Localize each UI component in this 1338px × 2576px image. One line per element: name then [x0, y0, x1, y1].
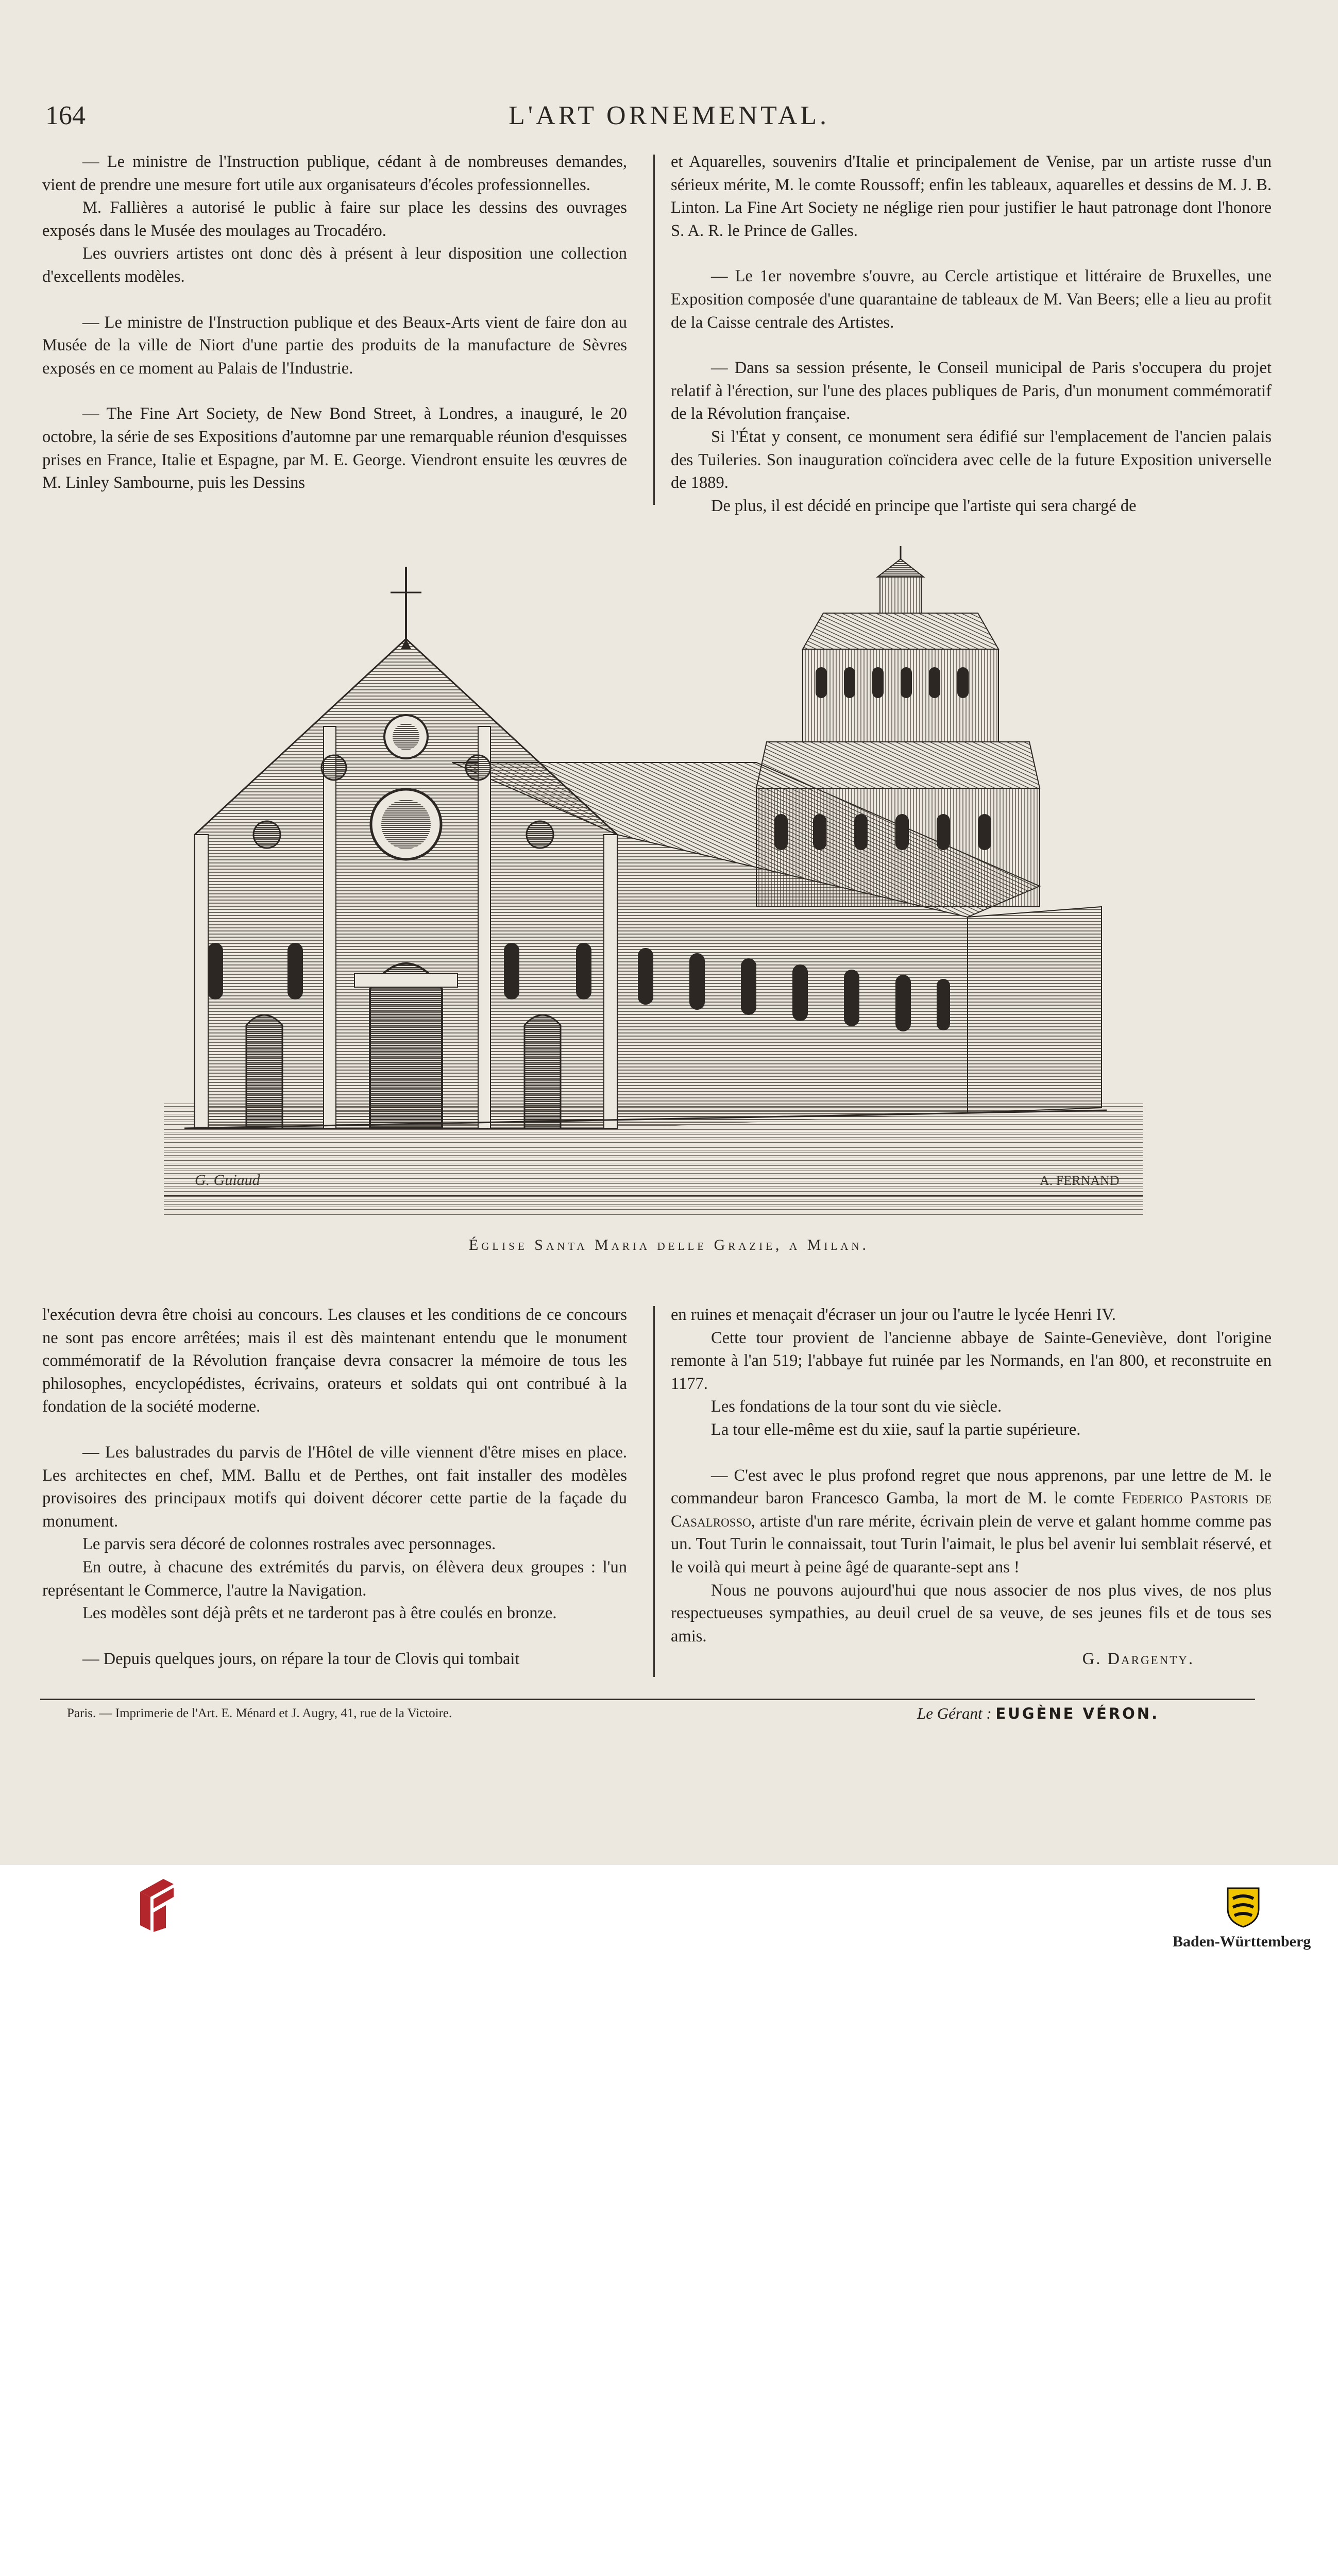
paragraph: Cette tour provient de l'ancienne abbaye de Sainte-Geneviève, dont l'origine remonte à l'an 519; l'abbaye fut ruinée par les Normands, en l'an 800, et reconstruite en 1177. [671, 1328, 1272, 1393]
paragraph: — Les balustrades du parvis de l'Hôtel de ville viennent d'être mises en place. Les architectes en chef, MM. Ballu et de Perthes, ont fait installer des modèles provisoires des principaux motifs qui doivent décorer cette partie de la façade du monument. [42, 1443, 627, 1531]
paragraph: De plus, il est décidé en principe que l'artiste qui sera chargé de [711, 496, 1137, 515]
paragraph: — Le 1er novembre s'ouvre, au Cercle artistique et littéraire de Bruxelles, une Exposition composée d'une quarantaine de tableaux de M. Van Beers; elle a lieu au profit de la Caisse centrale des Artistes. [671, 267, 1272, 332]
printer-imprint: Paris. — Imprimerie de l'Art. E. Ménard et J. Augry, 41, rue de la Victoire. [67, 1706, 452, 1720]
paragraph: et Aquarelles, souvenirs d'Italie et principalement de Venise, par un artiste russe d'un sérieux mérite, M. le comte Roussoff; enfin les tableaux, aquarelles et dessins de M. J. B. Linton. La Fine Art Society ne néglige rien pour justifier le haut patronage dont l'honore S. A. R. le Prince de Galles. [671, 152, 1272, 240]
author-signature: G. Dargenty. [1082, 1650, 1194, 1669]
paragraph: M. Fallières a autorisé le public à faire sur place les dessins des ouvrages exposés dans le Musée des moulages au Trocadéro. [42, 198, 627, 240]
paragraph: — Le ministre de l'Instruction publique, cédant à de nombreuses demandes, vient de prendre une mesure fort utile aux organisateurs d'écoles professionnelles. [42, 152, 627, 194]
column-left-top [42, 150, 627, 511]
paragraph: Les ouvriers artistes ont donc dès à présent à leur disposition une collection d'excellents modèles. [42, 244, 627, 286]
footer-rule [40, 1699, 1255, 1700]
state-name: Baden-Württemberg [1173, 1933, 1311, 1950]
manager-label: Le Gérant : [917, 1704, 992, 1722]
column-divider [653, 155, 655, 505]
page-number: 164 [45, 101, 86, 130]
library-band [0, 1865, 1338, 1958]
paragraph: Les modèles sont déjà prêts et ne tarderont pas à être coulés en bronze. [82, 1604, 557, 1623]
church-engraving [164, 546, 1143, 1216]
library-logo-icon [135, 1876, 176, 1933]
paragraph: — Le ministre de l'Instruction publique et des Beaux-Arts vient de faire don au Musée de la ville de Niort d'une partie des produits de la manufacture de Sèvres exposés en ce moment au Palais de l'Industrie. [42, 313, 627, 378]
paragraph: en ruines et menaçait d'écraser un jour ou l'autre le lycée Henri IV. [671, 1306, 1116, 1324]
column-right-bottom [671, 1303, 1272, 1685]
paragraph: Si l'État y consent, ce monument sera édifié sur l'emplacement de l'ancien palais des Tuileries. Son inauguration coïncidera avec celle de la future Exposition universelle de 1889. [671, 427, 1272, 493]
paragraph: En outre, à chacune des extrémités du parvis, on élèvera deux groupes : l'un représentant le Commerce, l'autre la Navigation. [42, 1557, 627, 1600]
engraver-signature-right: A. FERNAND [1040, 1173, 1120, 1188]
running-title: L'ART ORNEMENTAL. [508, 101, 830, 130]
page-header [0, 100, 1338, 137]
paragraph: — The Fine Art Society, de New Bond Street, à Londres, a inauguré, le 20 octobre, la série de ses Expositions d'automne par une remarquable réunion d'esquisses prises en France, Italie et Espagne, par M. E. George. Viendront ensuite les œuvres de M. Linley Sambourne, puis les Dessins [42, 404, 627, 493]
figure-caption: Église Santa Maria delle Grazie, a Milan. [468, 1236, 870, 1253]
paragraph: La tour elle-même est du xiie, sauf la partie supérieure. [711, 1420, 1081, 1439]
paragraph-end: , artiste d'un rare mérite, écrivain plein de verve et galant homme comme pas un. Tout Turin le connaissait, tout Turin l'aimait, le plus bel avenir lui semblait réservé, et le voilà qui meurt à peine âgé de quarante-sept ans ! [671, 1512, 1272, 1577]
paragraph-start: — C'est avec le plus profond regret que nous apprenons, par une lettre de M. le commandeur baron Francesco Gamba, la mort de M. le comte [671, 1466, 1272, 1508]
paragraph: Nous ne pouvons aujourd'hui que nous associer de nos plus vives, de nos plus respectueuses sympathies, au deuil cruel de sa veuve, de ses jeunes fils et de tous ses amis. [671, 1581, 1272, 1646]
person-name: Federico Pastoris de Casalrosso [671, 1489, 1272, 1531]
paragraph: Le parvis sera décoré de colonnes rostrales avec personnages. [82, 1535, 496, 1554]
column-right-top [671, 150, 1272, 521]
manager-name: EUGÈNE VÉRON. [995, 1705, 1160, 1722]
manager-line [917, 1704, 1159, 1723]
paragraph: Les fondations de la tour sont du vie siècle. [711, 1397, 1002, 1416]
paragraph: — Depuis quelques jours, on répare la tour de Clovis qui tombait [82, 1649, 520, 1668]
paragraph [671, 1464, 1272, 1579]
column-divider [653, 1306, 655, 1677]
column-left-bottom [42, 1303, 627, 1685]
paragraph: l'exécution devra être choisi au concours. Les clauses et les conditions de ce concours ne sont pas encore arrêtées; mais il est dès maintenant entendu que le monument commémoratif de la Révolution française devra consacrer la mémoire de tous les philosophes, encyclopédistes, écrivains, orateurs et soldats qui ont contribué à la fondation de la société moderne. [42, 1306, 627, 1416]
engraver-signature-left: G. Guiaud [195, 1172, 260, 1189]
paragraph: — Dans sa session présente, le Conseil municipal de Paris s'occupera du projet relatif à l'érection, sur l'une des places publiques de Paris, d'un monument commémoratif de la Révolution française. [671, 359, 1272, 423]
state-crest-icon [1225, 1886, 1261, 1928]
